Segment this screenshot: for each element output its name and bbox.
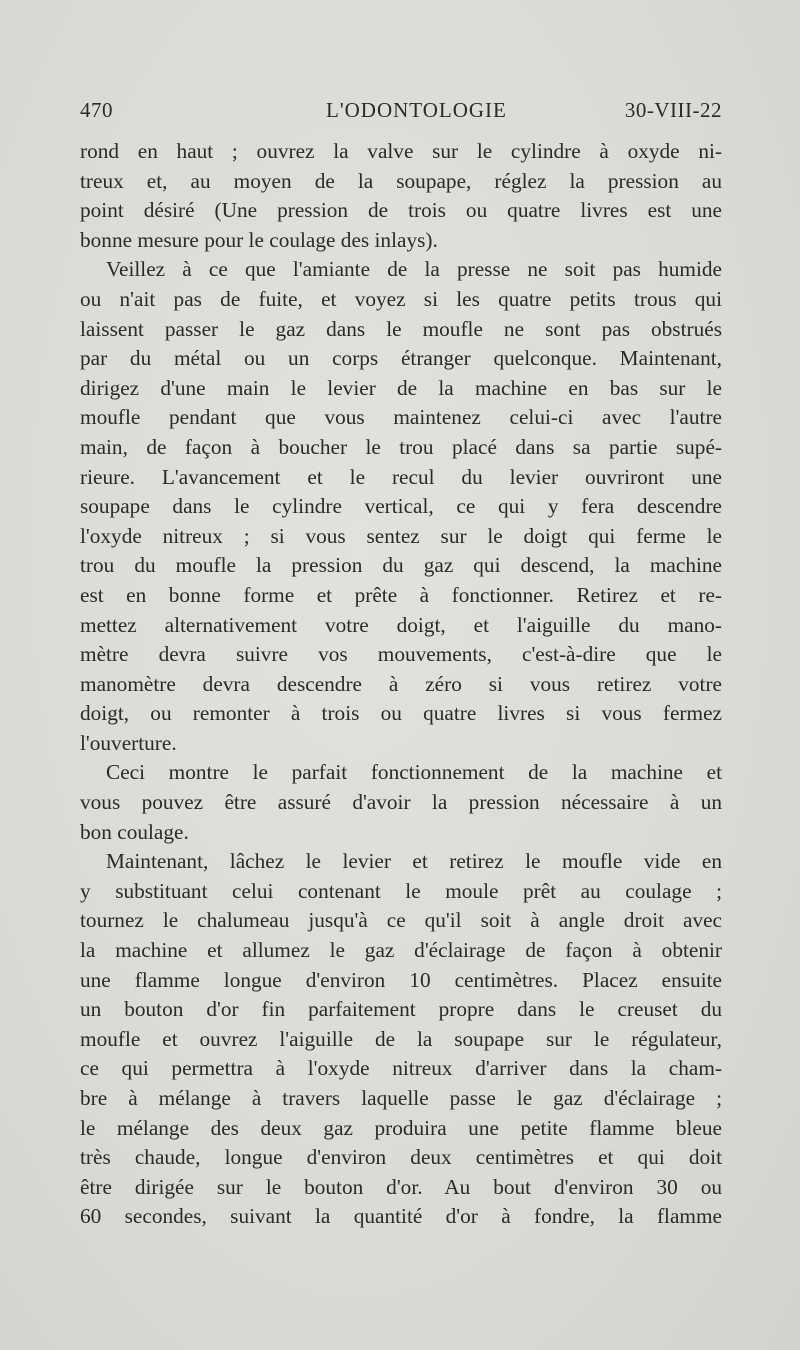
text-line: bon coulage. — [80, 819, 189, 844]
text-line: bonne mesure pour le coulage des inlays). — [80, 227, 438, 252]
text-line: l'oxyde nitreux ; si vous sentez sur le doigt qui ferme le — [80, 523, 722, 548]
text-line: moufle et ouvrez l'aiguille de la soupape sur le régulateur, — [80, 1026, 722, 1051]
paragraph — [80, 847, 722, 1232]
paragraph — [80, 255, 722, 758]
text-line: est en bonne forme et prête à fonctionner. Retirez et re- — [80, 582, 722, 607]
text-line: une flamme longue d'environ 10 centimètres. Placez ensuite — [80, 967, 722, 992]
text-line: ce qui permettra à l'oxyde nitreux d'arriver dans la cham- — [80, 1056, 722, 1081]
text-line: Veillez à ce que l'amiante de la presse ne soit pas humide — [106, 257, 722, 282]
text-line: l'ouverture. — [80, 730, 177, 755]
text-line: moufle pendant que vous maintenez celui-ci avec l'autre — [80, 405, 722, 430]
text-line: Ceci montre le parfait fonctionnement de la machine et — [106, 760, 722, 785]
text-line: tournez le chalumeau jusqu'à ce qu'il soit à angle droit avec — [80, 908, 722, 933]
text-line: rond en haut ; ouvrez la valve sur le cylindre à oxyde ni- — [80, 139, 722, 163]
text-line: trou du moufle la pression du gaz qui descend, la machine — [80, 553, 722, 578]
text-line: très chaude, longue d'environ deux centimètres et qui doit — [80, 1145, 722, 1170]
page-number: 470 — [80, 98, 113, 122]
text-line: dirigez d'une main le levier de la machine en bas sur le — [80, 375, 722, 400]
text-line: treux et, au moyen de la soupape, réglez la pression au — [80, 168, 722, 193]
text-line: y substituant celui contenant le moule prêt au coulage ; — [80, 878, 722, 903]
text-line: point désiré (Une pression de trois ou quatre livres est une — [80, 198, 722, 223]
text-line: laissent passer le gaz dans le moufle ne sont pas obstrués — [80, 316, 722, 341]
text-line: mettez alternativement votre doigt, et l'aiguille du mano- — [80, 612, 722, 637]
paragraph — [80, 137, 722, 255]
text-line: mètre devra suivre vos mouvements, c'est-à-dire que le — [80, 642, 722, 667]
text-line: Maintenant, lâchez le levier et retirez le moufle vide en — [106, 849, 722, 874]
text-line: bre à mélange à travers laquelle passe le gaz d'éclairage ; — [80, 1086, 722, 1110]
journal-title: L'ODONTOLOGIE — [326, 98, 507, 122]
text-line: la machine et allumez le gaz d'éclairage de façon à obtenir — [80, 938, 722, 963]
text-line: rieure. L'avancement et le recul du levier ouvriront une — [80, 464, 722, 489]
text-line: le mélange des deux gaz produira une petite flamme bleue — [80, 1115, 722, 1140]
text-line: par du métal ou un corps étranger quelconque. Maintenant, — [80, 346, 722, 371]
text-line: être dirigée sur le bouton d'or. Au bout d'environ 30 ou — [80, 1174, 722, 1199]
text-line: vous pouvez être assuré d'avoir la pression nécessaire à un — [80, 790, 722, 815]
running-head — [80, 98, 722, 128]
issue-date: 30-VIII-22 — [624, 98, 722, 122]
text-line: soupape dans le cylindre vertical, ce qui y fera descendre — [80, 494, 722, 519]
text-line: manomètre devra descendre à zéro si vous retirez votre — [80, 671, 722, 696]
text-line: main, de façon à boucher le trou placé dans sa partie supé- — [80, 434, 722, 459]
body-text — [80, 137, 722, 1232]
text-line: ou n'ait pas de fuite, et voyez si les quatre petits trous qui — [80, 286, 722, 311]
text-line: 60 secondes, suivant la quantité d'or à fondre, la flamme — [80, 1204, 722, 1229]
text-line: un bouton d'or fin parfaitement propre dans le creuset du — [80, 997, 722, 1022]
paragraph — [80, 758, 722, 847]
text-line: doigt, ou remonter à trois ou quatre livres si vous fermez — [80, 701, 722, 726]
